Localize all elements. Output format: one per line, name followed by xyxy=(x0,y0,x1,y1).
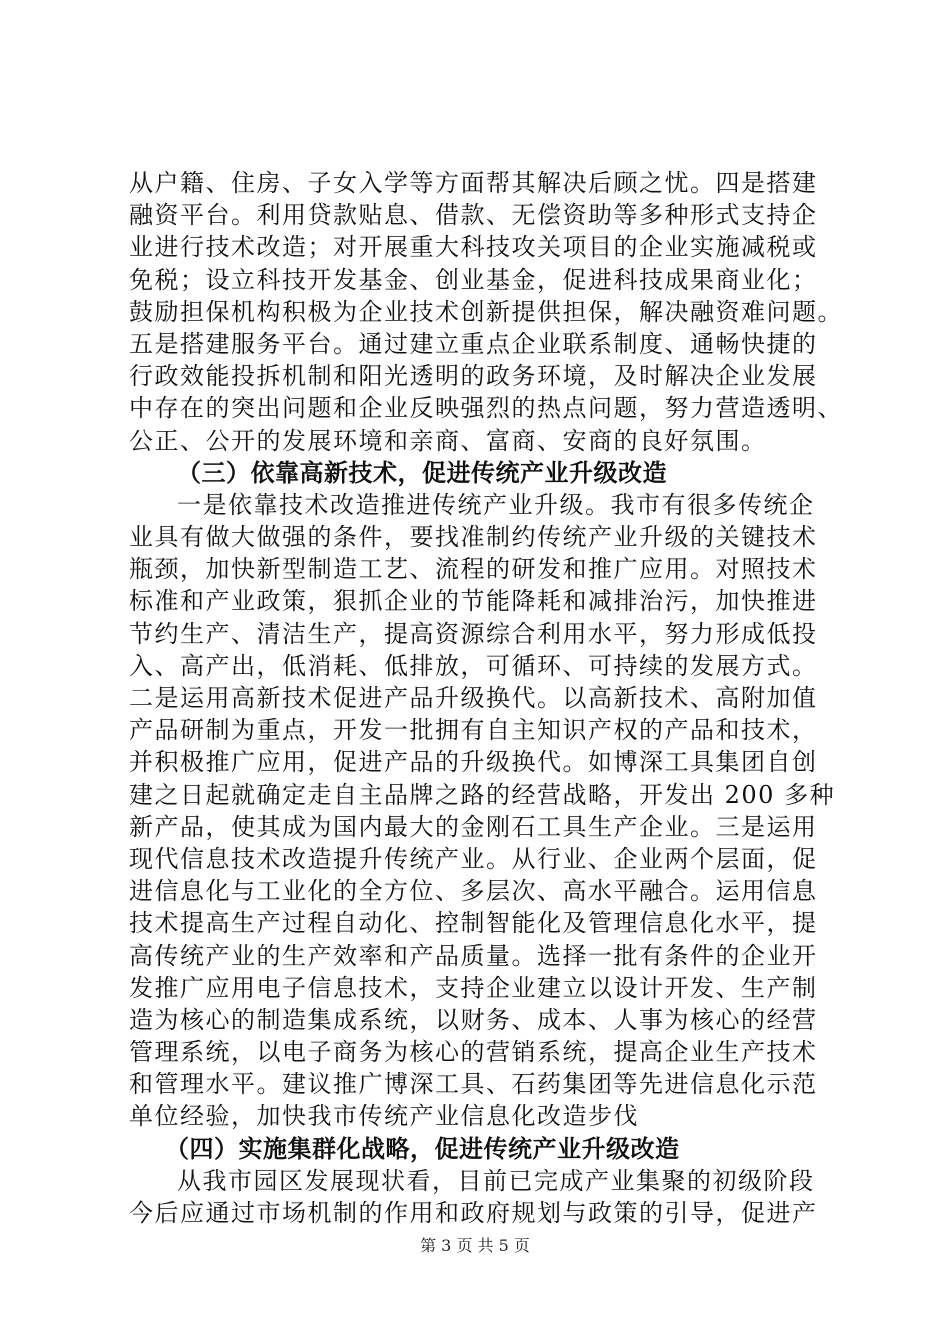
text-line: 造为核心的制造集成系统，以财务、成本、人事为核心的经营 xyxy=(129,1005,818,1034)
text-line: 鼓励担保机构积极为企业技术创新提供担保，解决融资难问题。 xyxy=(129,297,843,326)
text-line: 管理系统，以电子商务为核心的营销系统，提高企业生产技术 xyxy=(129,1038,818,1067)
text-line: 业具有做大做强的条件，要找准制约传统产业升级的关键技术 xyxy=(129,523,818,552)
text-line: 免税；设立科技开发基金、创业基金，促进科技成果商业化； xyxy=(129,265,818,294)
text-line: 现代信息技术改造提升传统产业。从行业、企业两个层面，促 xyxy=(129,844,818,873)
text-line: 新产品，使其成为国内最大的金刚石工具生产企业。三是运用 xyxy=(129,812,818,841)
text-line: 和管理水平。建议推广博深工具、石药集团等先进信息化示范 xyxy=(129,1070,818,1099)
text-line: 瓶颈，加快新型制造工艺、流程的研发和推广应用。对照技术 xyxy=(129,555,818,584)
text-line: 单位经验，加快我市传统产业信息化改造步伐 xyxy=(129,1102,639,1131)
text-line: 从户籍、住房、子女入学等方面帮其解决后顾之忧。四是搭建 xyxy=(129,169,818,197)
text-line: 节约生产、清洁生产，提高资源综合利用水平，努力形成低投 xyxy=(129,619,818,648)
text-line: 高传统产业的生产效率和产品质量。选择一批有条件的企业开 xyxy=(129,941,818,970)
text-line: 标准和产业政策，狠抓企业的节能降耗和减排治污，加快推进 xyxy=(129,587,818,616)
text-line: 融资平台。利用贷款贴息、借款、无偿资助等多种形式支持企 xyxy=(129,201,818,230)
text-line: 并积极推广应用，促进产品的升级换代。如博深工具集团自创 xyxy=(129,748,818,777)
text-line: 今后应通过市场机制的作用和政府规划与政策的引导，促进产 xyxy=(129,1199,818,1227)
text-line: 技术提高生产过程自动化、控制智能化及管理信息化水平，提 xyxy=(129,909,818,938)
page-footer xyxy=(0,1236,950,1256)
page-number: 第 3 页 共 5 页 xyxy=(420,1236,530,1255)
text-line: 进信息化与工业化的全方位、多层次、高水平融合。运用信息 xyxy=(129,877,818,906)
text-line: 中存在的突出问题和企业反映强烈的热点问题，努力营造透明、 xyxy=(129,394,843,423)
text-line: 发推广应用电子信息技术，支持企业建立以设计开发、生产制 xyxy=(129,973,818,1002)
text-line: 从我市园区发展现状看，目前已完成产业集聚的初级阶段 xyxy=(177,1166,815,1195)
document-body xyxy=(129,167,849,1229)
text-line: 行政效能投拆机制和阳光透明的政务环境，及时解决企业发展 xyxy=(129,362,818,391)
text-line: 建之日起就确定走自主品牌之路的经营战略，开发出 200 多种 xyxy=(129,780,836,809)
text-line: 入、高产出，低消耗、低排放，可循环、可持续的发展方式。 xyxy=(129,651,818,680)
text-line: 二是运用高新技术促进产品升级换代。以高新技术、高附加值 xyxy=(129,684,818,712)
section-heading-4: （四）实施集群化战略，促进传统产业升级改造 xyxy=(165,1134,680,1163)
text-line: 业进行技术改造；对开展重大科技攻关项目的企业实施减税或 xyxy=(129,233,818,262)
section-heading-3: （三）依靠高新技术，促进传统产业升级改造 xyxy=(177,458,667,487)
text-line: 产品研制为重点，开发一批拥有自主知识产权的产品和技术， xyxy=(129,716,818,745)
text-line: 公正、公开的发展环境和亲商、富商、安商的良好氛围。 xyxy=(129,426,767,455)
text-line: 五是搭建服务平台。通过建立重点企业联系制度、通畅快捷的 xyxy=(129,329,818,358)
text-line: 一是依靠技术改造推进传统产业升级。我市有很多传统企 xyxy=(177,490,815,519)
